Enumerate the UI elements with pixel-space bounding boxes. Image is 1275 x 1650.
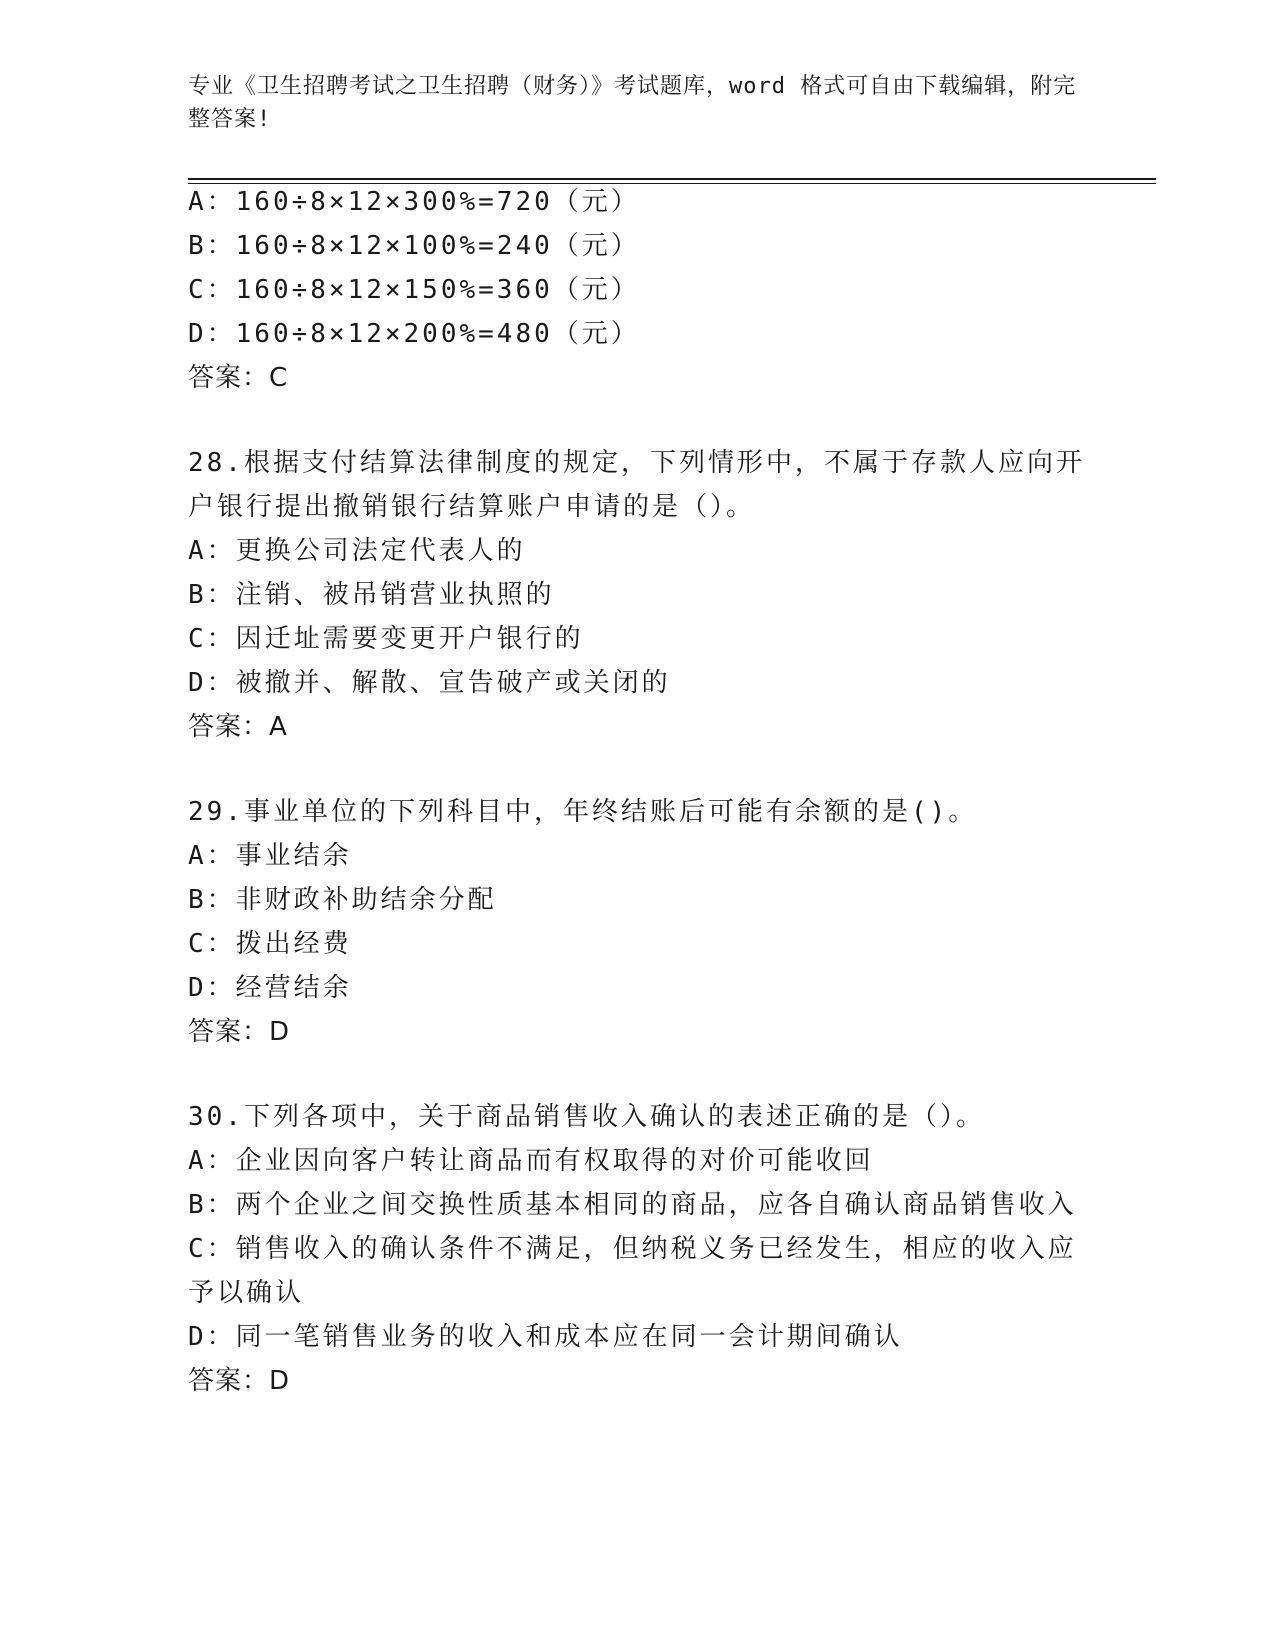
q28-option-c: C：因迁址需要变更开户银行的 [188,624,584,654]
q30-option-c-continued: 予以确认 [188,1278,305,1308]
q30-option-b: B：两个企业之间交换性质基本相同的商品，应各自确认商品销售收入 [188,1190,1077,1220]
q28-answer: 答案：A [188,712,288,742]
q29-answer: 答案：D [188,1017,291,1047]
q27-option-a: A：160÷8×12×300%=720（元） [188,187,640,217]
q28-option-a: A：更换公司法定代表人的 [188,536,526,566]
document-header: 专业《卫生招聘考试之卫生招聘（财务）》考试题库，word 格式可自由下载编辑，附完整答案! [188,74,1077,132]
q28-question-line1: 28.根据支付结算法律制度的规定，下列情形中，不属于存款人应向开 [188,448,1085,478]
q30-option-a: A：企业因向客户转让商品而有权取得的对价可能收回 [188,1146,874,1176]
q28-question-line2: 户银行提出撤销银行结算账户申请的是（）。 [188,492,756,522]
q28-option-d: D：被撤并、解散、宣告破产或关闭的 [188,668,671,698]
q30-option-c: C：销售收入的确认条件不满足，但纳税义务已经发生，相应的收入应 [188,1234,1077,1264]
header-rule-thick [188,178,1156,180]
q27-option-d: D：160÷8×12×200%=480（元） [188,319,640,349]
q29-option-a: A：事业结余 [188,841,352,871]
q29-option-b: B：非财政补助结余分配 [188,885,497,915]
q27-answer: 答案：C [188,363,289,393]
q29-question-line1: 29.事业单位的下列科目中，年终结账后可能有余额的是()。 [188,797,978,827]
header-rule-thin [188,183,1156,184]
q29-option-d: D：经营结余 [188,973,352,1003]
q30-question-line1: 30.下列各项中，关于商品销售收入确认的表述正确的是（）。 [188,1102,985,1132]
q30-answer: 答案：D [188,1366,291,1396]
q29-option-c: C：拨出经费 [188,929,352,959]
q27-option-b: B：160÷8×12×100%=240（元） [188,231,640,261]
q27-option-c: C：160÷8×12×150%=360（元） [188,275,640,305]
q28-option-b: B：注销、被吊销营业执照的 [188,580,555,610]
q30-option-d: D：同一笔销售业务的收入和成本应在同一会计期间确认 [188,1322,903,1352]
